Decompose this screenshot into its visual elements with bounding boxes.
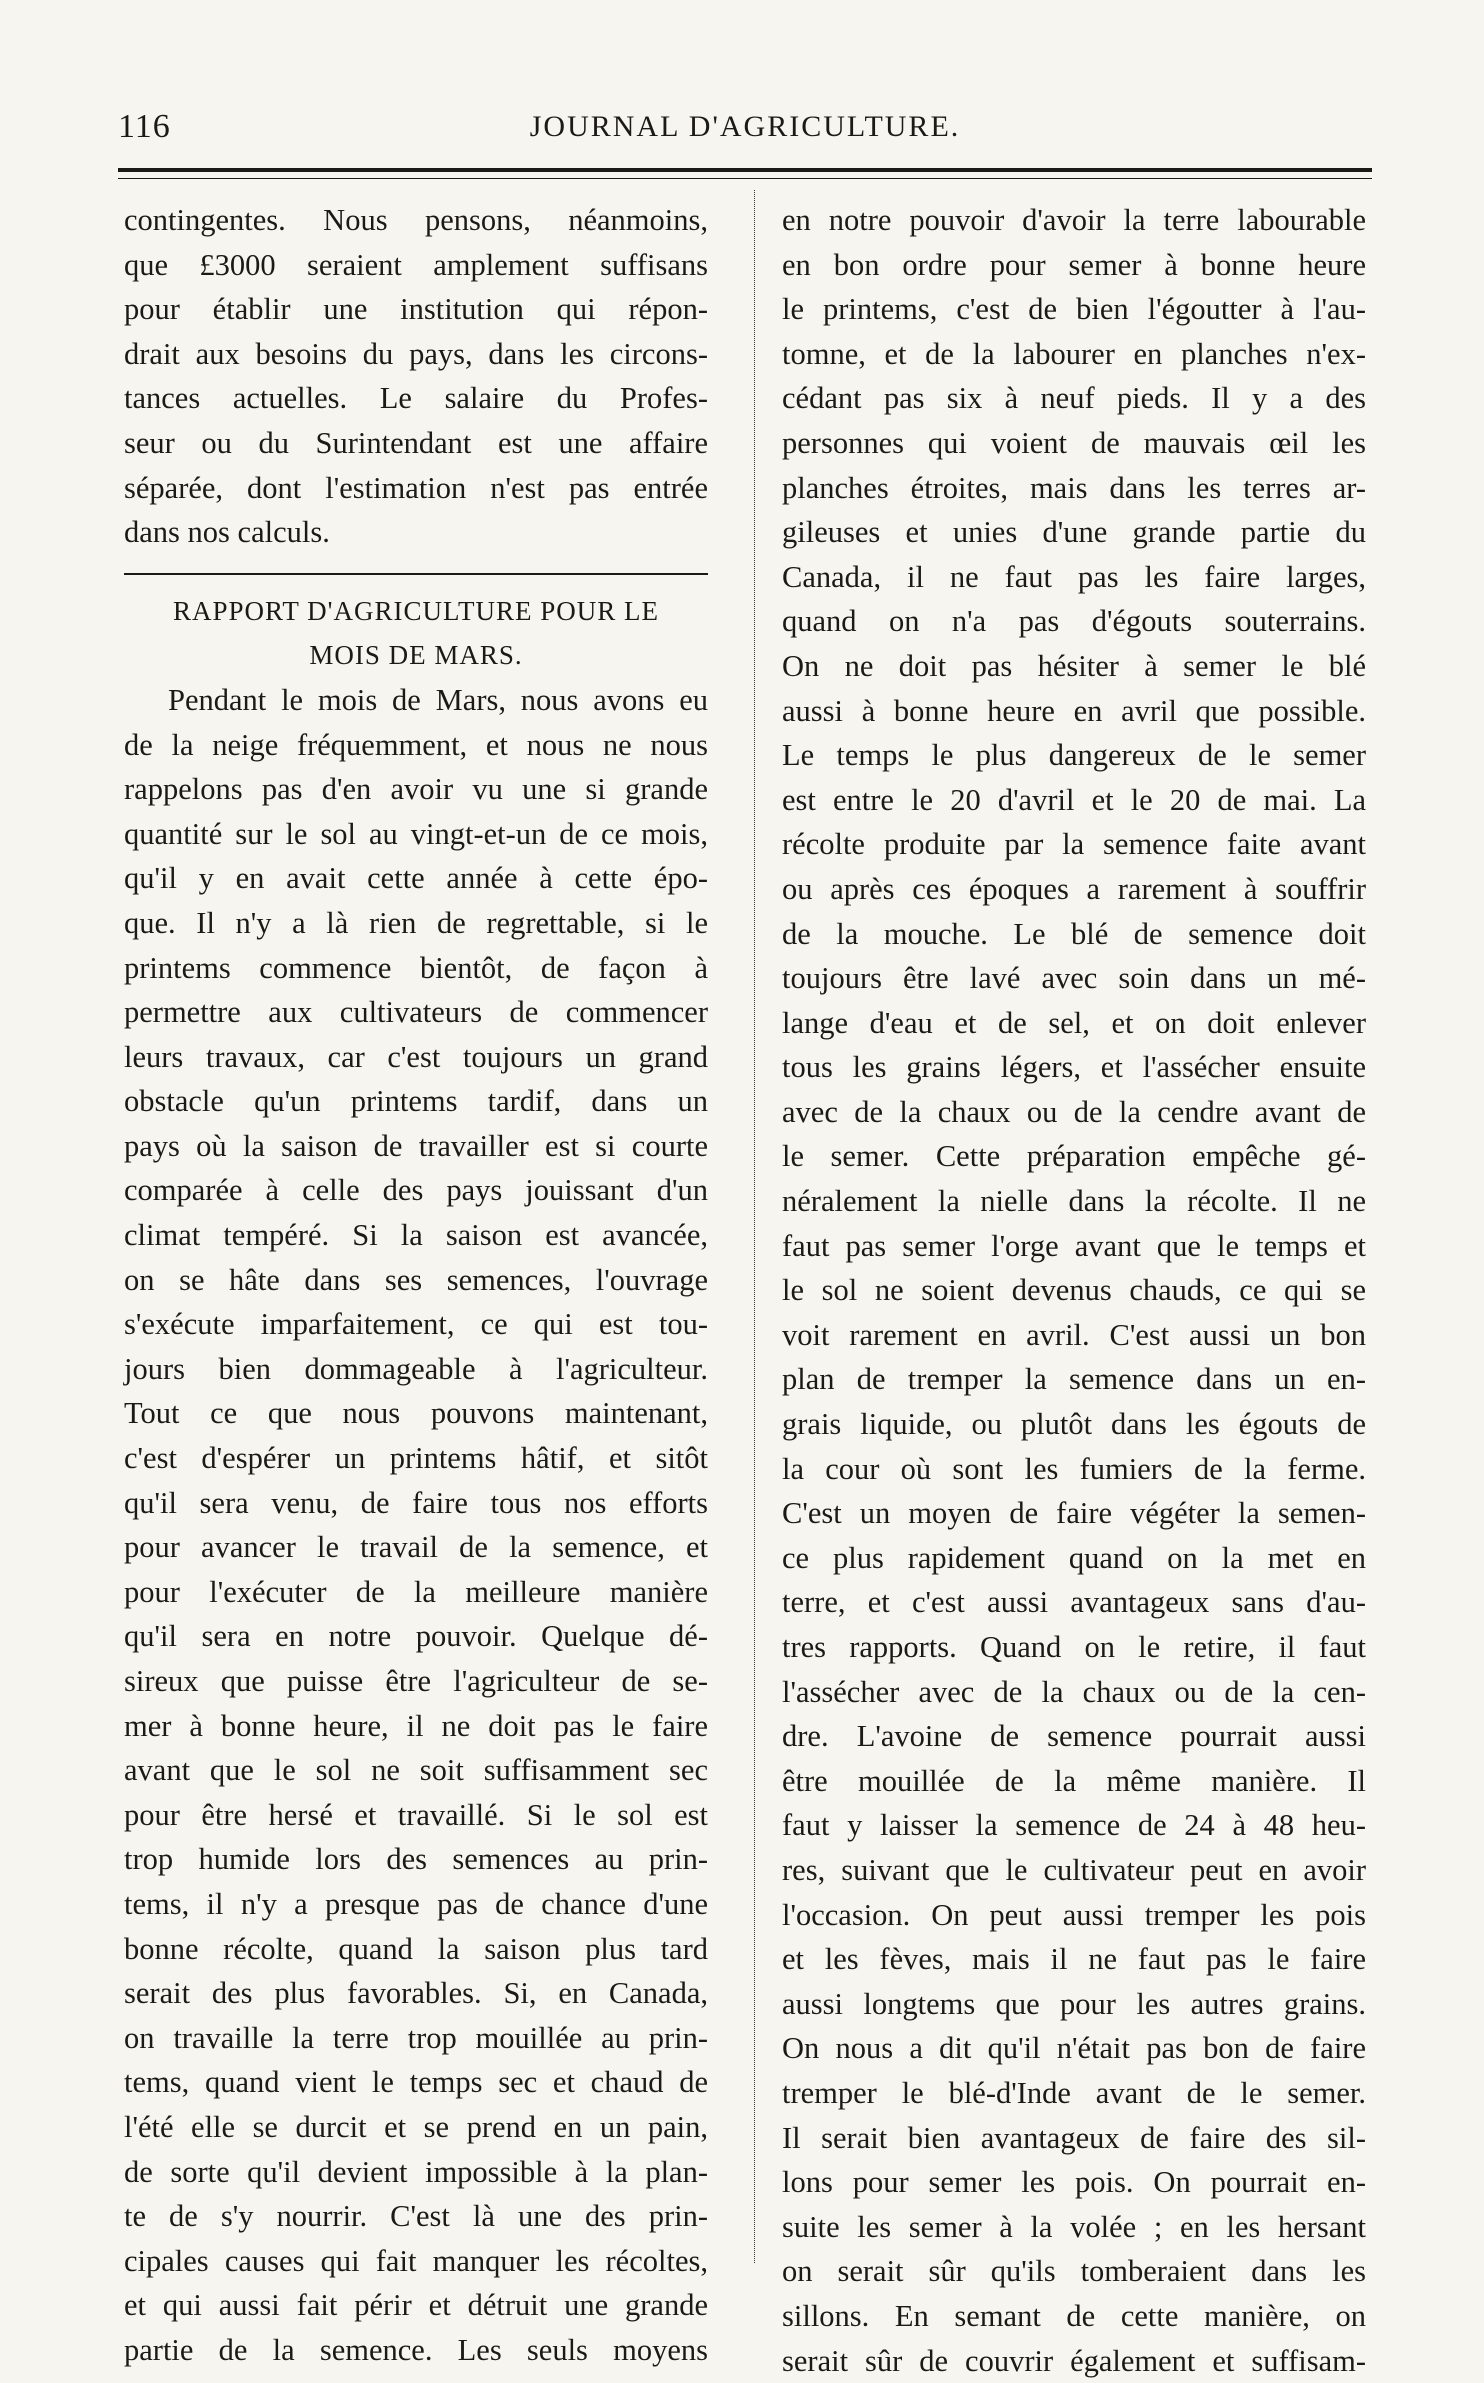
text-line: tems, il n'y a presque pas de chance d'une [124, 1882, 708, 1927]
text-line: tomne, et de la labourer en planches n'ex- [782, 332, 1366, 377]
running-title: JOURNAL D'AGRICULTURE. [118, 110, 1372, 144]
text-line: qu'il y en avait cette année à cette épo- [124, 856, 708, 901]
text-line: Il serait bien avantageux de faire des sil- [782, 2116, 1366, 2161]
text-line: comparée à celle des pays jouissant d'un [124, 1168, 708, 1213]
text-line: ou après ces époques a rarement à souffrir [782, 867, 1366, 912]
text-line: le printems, c'est de bien l'égoutter à l'au- [782, 287, 1366, 332]
text-line: C'est un moyen de faire végéter la semen- [782, 1491, 1366, 1536]
text-line: pour être hersé et travaillé. Si le sol est [124, 1793, 708, 1838]
text-line: l'été elle se durcit et se prend en un pain, [124, 2105, 708, 2150]
text-line: on se hâte dans ses semences, l'ouvrage [124, 1258, 708, 1303]
text-line: serait sûr de couvrir également et suffisam- [782, 2339, 1366, 2383]
text-line: tres rapports. Quand on le retire, il faut [782, 1625, 1366, 1670]
text-line: de la neige fréquemment, et nous ne nous [124, 723, 708, 768]
header-rule-thin [118, 178, 1372, 179]
text-line: que £3000 seraient amplement suffisans [124, 243, 708, 288]
text-line: trop humide lors des semences au prin- [124, 1837, 708, 1882]
text-line: pays où la saison de travailler est si courte [124, 1124, 708, 1169]
article-heading-line-2: MOIS DE MARS. [124, 633, 708, 678]
text-line: leurs travaux, car c'est toujours un grand [124, 1035, 708, 1080]
text-line: lons pour semer les pois. On pourrait en- [782, 2160, 1366, 2205]
text-line: ce plus rapidement quand on la met en [782, 1536, 1366, 1581]
text-line: on travaille la terre trop mouillée au prin- [124, 2016, 708, 2061]
text-line: terre, et c'est aussi avantageux sans d'au- [782, 1580, 1366, 1625]
article-body-right [782, 198, 1366, 2383]
text-line: l'assécher avec de la chaux ou de la cen- [782, 1670, 1366, 1715]
page-header [118, 108, 1372, 158]
text-line: le sol ne soient devenus chauds, ce qui se [782, 1268, 1366, 1313]
text-line: c'est d'espérer un printems hâtif, et sitôt [124, 1436, 708, 1481]
text-line: qu'il sera en notre pouvoir. Quelque dé- [124, 1614, 708, 1659]
text-line: dans nos calculs. [124, 510, 708, 555]
text-line: Tout ce que nous pouvons maintenant, [124, 1391, 708, 1436]
text-line: sillons. En semant de cette manière, on [782, 2294, 1366, 2339]
text-line: mer à bonne heure, il ne doit pas le faire [124, 1704, 708, 1749]
header-rule [118, 168, 1372, 172]
text-line: s'exécute imparfaitement, ce qui est tou- [124, 1302, 708, 1347]
text-line: toujours être lavé avec soin dans un mé- [782, 956, 1366, 1001]
column-divider [754, 190, 755, 2263]
text-line: dre. L'avoine de semence pourrait aussi [782, 1714, 1366, 1759]
text-line: gileuses et unies d'une grande partie du [782, 510, 1366, 555]
text-line: en notre pouvoir d'avoir la terre labourable [782, 198, 1366, 243]
page-number: 116 [118, 108, 171, 146]
text-line: et les fèves, mais il ne faut pas le faire [782, 1937, 1366, 1982]
text-line: tances actuelles. Le salaire du Profes- [124, 376, 708, 421]
text-line: l'occasion. On peut aussi tremper les pois [782, 1893, 1366, 1938]
left-column [124, 198, 708, 2373]
text-line: obstacle qu'un printems tardif, dans un [124, 1079, 708, 1124]
text-line: Le temps le plus dangereux de le semer [782, 733, 1366, 778]
text-line: le semer. Cette préparation empêche gé- [782, 1134, 1366, 1179]
text-line: sireux que puisse être l'agriculteur de se- [124, 1659, 708, 1704]
text-line: séparée, dont l'estimation n'est pas entrée [124, 466, 708, 511]
text-line: de sorte qu'il devient impossible à la plan- [124, 2150, 708, 2195]
text-line: néralement la nielle dans la récolte. Il ne [782, 1179, 1366, 1224]
text-line: printems commence bientôt, de façon à [124, 946, 708, 991]
text-line: on serait sûr qu'ils tomberaient dans les [782, 2249, 1366, 2294]
text-line: climat tempéré. Si la saison est avancée, [124, 1213, 708, 1258]
text-line: bonne récolte, quand la saison plus tard [124, 1927, 708, 1972]
article-heading-line-1: RAPPORT D'AGRICULTURE POUR LE [124, 589, 708, 634]
text-line: lange d'eau et de sel, et on doit enlever [782, 1001, 1366, 1046]
text-line: cédant pas six à neuf pieds. Il y a des [782, 376, 1366, 421]
text-line: récolte produite par la semence faite avant [782, 822, 1366, 867]
text-line: grais liquide, ou plutôt dans les égouts de [782, 1402, 1366, 1447]
text-line: suite les semer à la volée ; en les hersant [782, 2205, 1366, 2250]
text-line: Pendant le mois de Mars, nous avons eu [124, 678, 708, 723]
text-line: aussi longtems que pour les autres grains. [782, 1982, 1366, 2027]
text-line: tems, quand vient le temps sec et chaud de [124, 2060, 708, 2105]
text-line: en bon ordre pour semer à bonne heure [782, 243, 1366, 288]
text-line: serait des plus favorables. Si, en Canada, [124, 1971, 708, 2016]
text-line: pour l'exécuter de la meilleure manière [124, 1570, 708, 1615]
text-line: tremper le blé-d'Inde avant de le semer. [782, 2071, 1366, 2116]
text-line: faut pas semer l'orge avant que le temps et [782, 1224, 1366, 1269]
text-line: planches étroites, mais dans les terres ar- [782, 466, 1366, 511]
text-line: quantité sur le sol au vingt-et-un de ce mois, [124, 812, 708, 857]
text-line: cipales causes qui fait manquer les récoltes, [124, 2239, 708, 2284]
text-line: personnes qui voient de mauvais œil les [782, 421, 1366, 466]
text-line: faut y laisser la semence de 24 à 48 heu- [782, 1803, 1366, 1848]
text-line: et qui aussi fait périr et détruit une grande [124, 2283, 708, 2328]
text-line: res, suivant que le cultivateur peut en avoir [782, 1848, 1366, 1893]
text-line: pour établir une institution qui répon- [124, 287, 708, 332]
article-body-left [124, 678, 708, 2373]
text-line: On ne doit pas hésiter à semer le blé [782, 644, 1366, 689]
text-line: seur ou du Surintendant est une affaire [124, 421, 708, 466]
right-column [782, 198, 1366, 2383]
text-line: est entre le 20 d'avril et le 20 de mai. La [782, 778, 1366, 823]
text-line: être mouillée de la même manière. Il [782, 1759, 1366, 1804]
text-line: voit rarement en avril. C'est aussi un bon [782, 1313, 1366, 1358]
text-line: de la mouche. Le blé de semence doit [782, 912, 1366, 957]
text-line: permettre aux cultivateurs de commencer [124, 990, 708, 1035]
text-line: la cour où sont les fumiers de la ferme. [782, 1447, 1366, 1492]
text-line: tous les grains légers, et l'assécher ensuite [782, 1045, 1366, 1090]
text-line: partie de la semence. Les seuls moyens [124, 2328, 708, 2373]
text-line: On nous a dit qu'il n'était pas bon de faire [782, 2026, 1366, 2071]
section-rule [124, 573, 708, 575]
text-line: quand on n'a pas d'égouts souterrains. [782, 599, 1366, 644]
text-line: contingentes. Nous pensons, néanmoins, [124, 198, 708, 243]
text-line: que. Il n'y a là rien de regrettable, si le [124, 901, 708, 946]
intro-paragraph [124, 198, 708, 555]
text-line: rappelons pas d'en avoir vu une si grande [124, 767, 708, 812]
text-line: qu'il sera venu, de faire tous nos efforts [124, 1481, 708, 1526]
text-line: aussi à bonne heure en avril que possible. [782, 689, 1366, 734]
text-line: avant que le sol ne soit suffisamment sec [124, 1748, 708, 1793]
text-line: plan de tremper la semence dans un en- [782, 1357, 1366, 1402]
text-line: drait aux besoins du pays, dans les circons- [124, 332, 708, 377]
text-line: te de s'y nourrir. C'est là une des prin- [124, 2194, 708, 2239]
text-line: Canada, il ne faut pas les faire larges, [782, 555, 1366, 600]
text-line: pour avancer le travail de la semence, et [124, 1525, 708, 1570]
text-line: avec de la chaux ou de la cendre avant de [782, 1090, 1366, 1135]
text-line: jours bien dommageable à l'agriculteur. [124, 1347, 708, 1392]
